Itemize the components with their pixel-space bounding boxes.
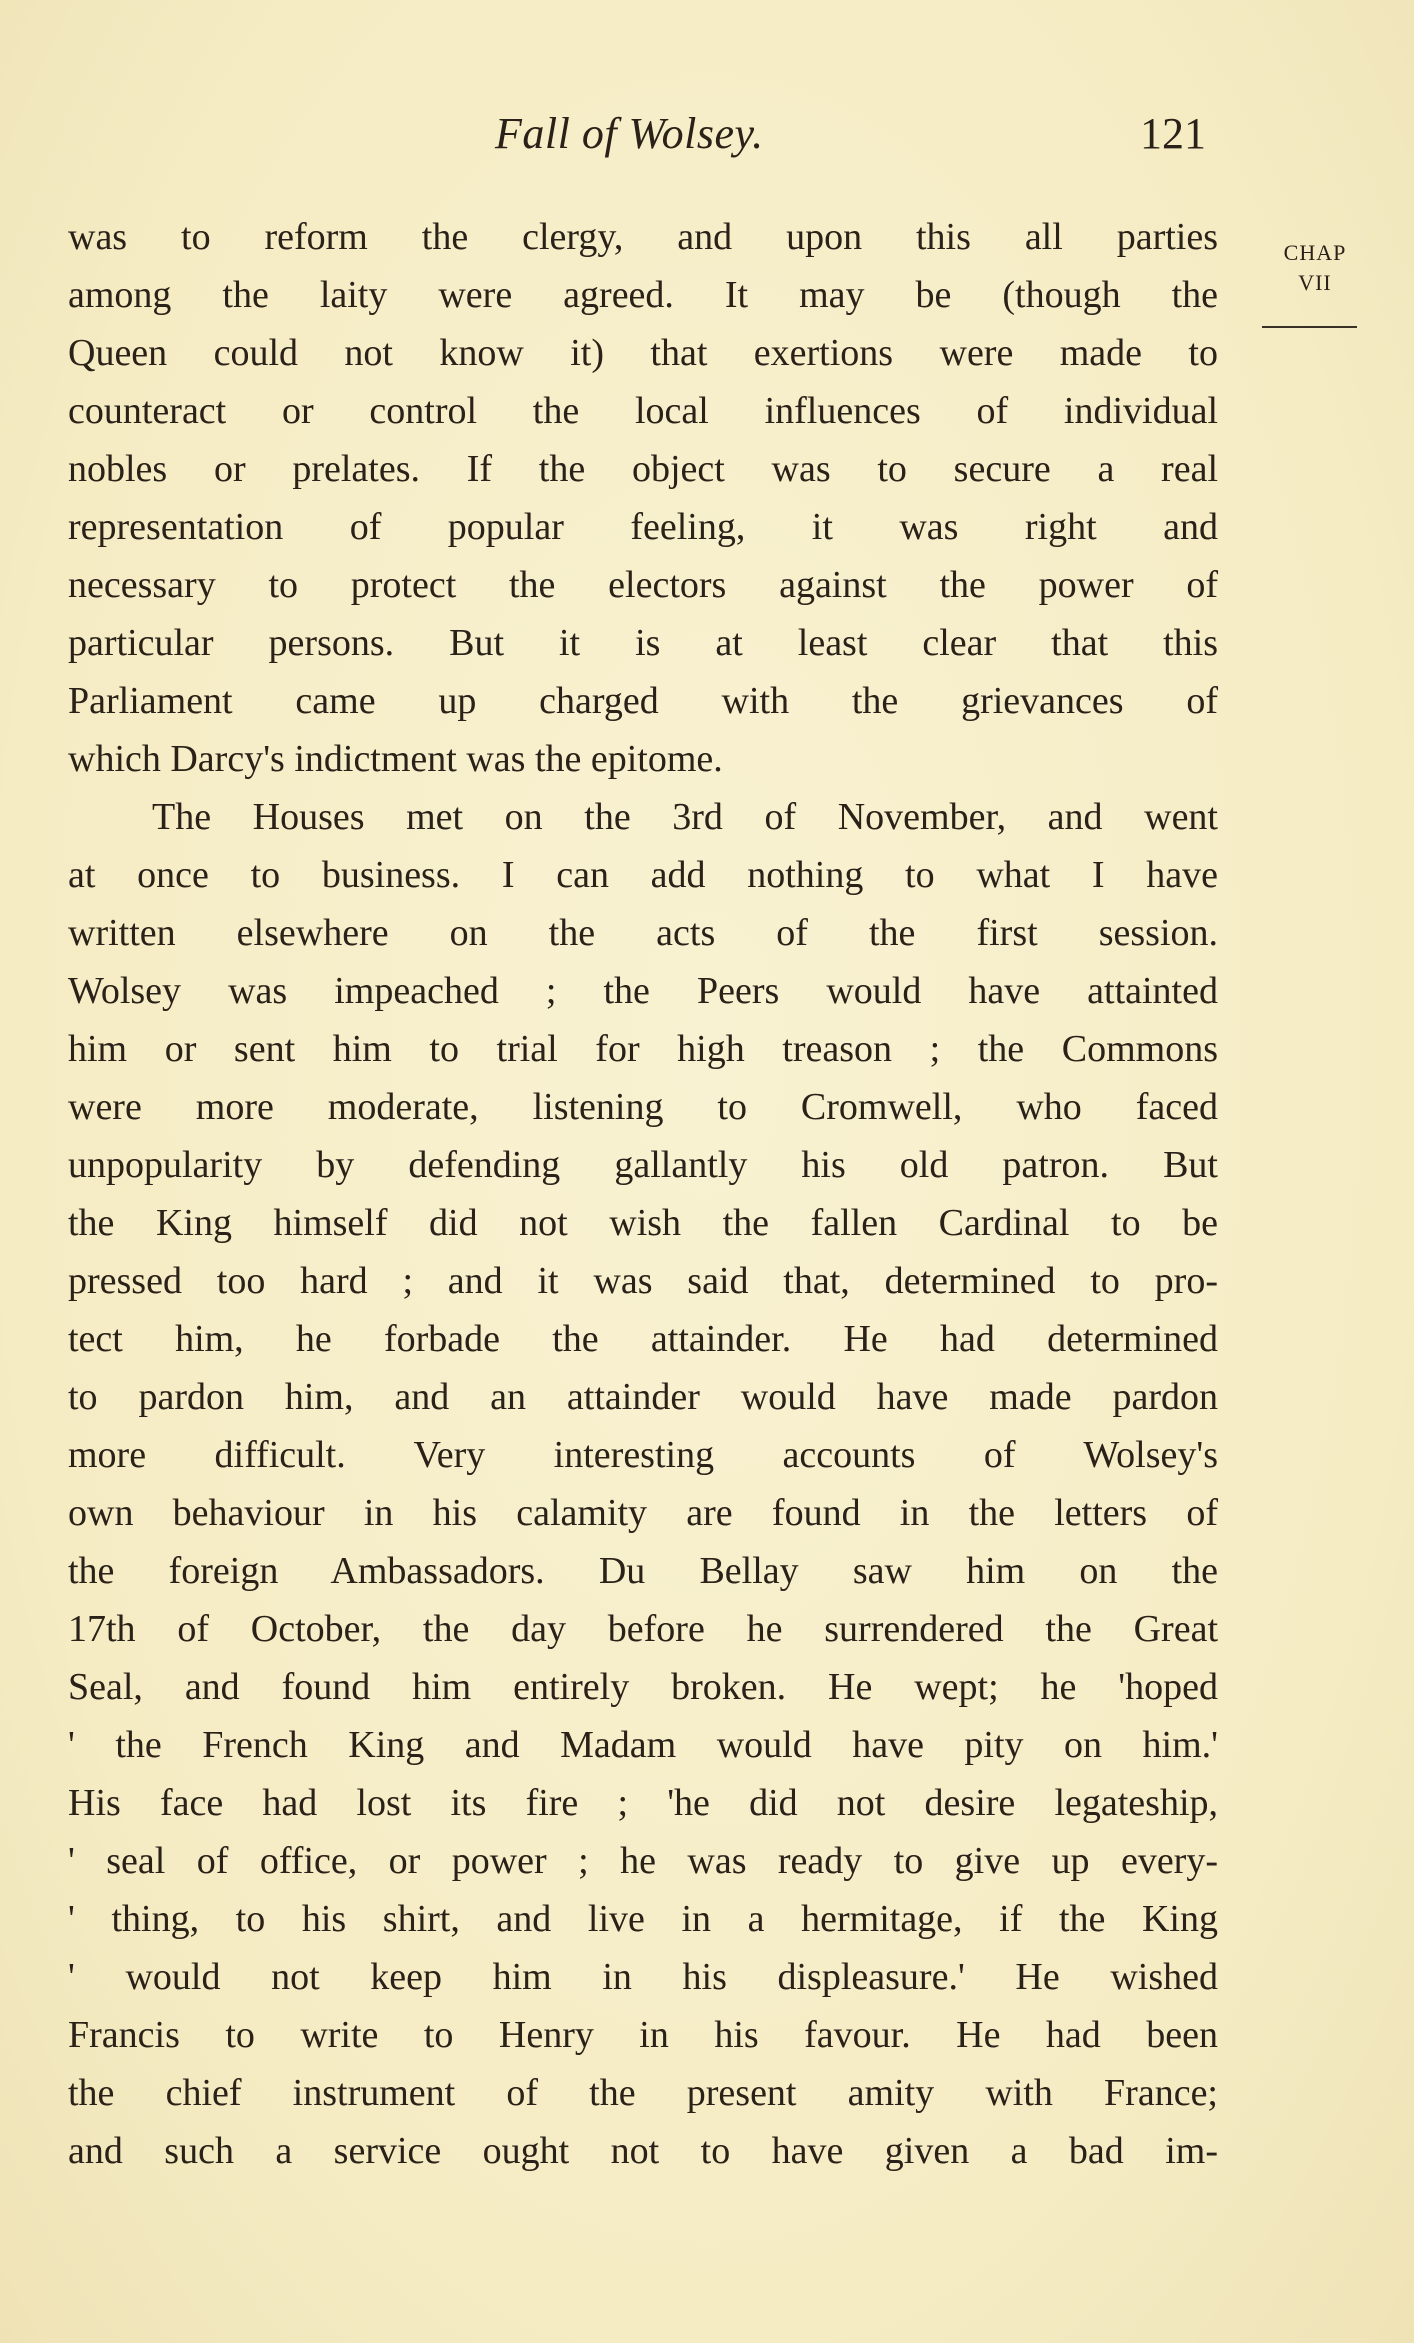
text-line: nobles or prelates. If the object was to secure a real [68,448,1218,490]
running-title: Fall of Wolsey. [495,109,764,158]
running-head [70,108,1220,168]
text-line: ' would not keep him in his displeasure.' He wished [68,1956,1218,1998]
text-line: were more moderate, listening to Cromwell, who faced [68,1086,1218,1128]
text-line: the King himself did not wish the fallen Cardinal to be [68,1202,1218,1244]
text-line: was to reform the clergy, and upon this all parties [68,216,1218,258]
chapter-label: CHAP [1283,240,1347,265]
text-line: the foreign Ambassadors. Du Bellay saw him on the [68,1550,1218,1592]
text-line: ' seal of office, or power ; he was ready to give up every- [68,1840,1218,1882]
text-line: the chief instrument of the present amity with France; [68,2072,1218,2114]
text-line: counteract or control the local influences of individual [68,390,1218,432]
text-line: at once to business. I can add nothing to what I have [68,854,1218,896]
text-line: particular persons. But it is at least clear that this [68,622,1218,664]
text-line: Seal, and found him entirely broken. He wept; he 'hoped [68,1666,1218,1708]
text-line: which Darcy's indictment was the epitome. [68,738,723,780]
page-number: 121 [1140,109,1206,158]
text-line: unpopularity by defending gallantly his old patron. But [68,1144,1218,1186]
text-line: to pardon him, and an attainder would have made pardon [68,1376,1218,1418]
text-line: ' thing, to his shirt, and live in a hermitage, if the King [68,1898,1218,1940]
text-line: His face had lost its fire ; 'he did not desire legateship, [68,1782,1218,1824]
text-line: pressed too hard ; and it was said that, determined to pro- [68,1260,1218,1302]
text-line: among the laity were agreed. It may be (though the [68,274,1218,316]
text-line: representation of popular feeling, it was right and [68,506,1218,548]
text-line: and such a service ought not to have given a bad im- [68,2130,1218,2172]
chapter-margin-note [1265,238,1365,298]
text-line: The Houses met on the 3rd of November, and went [152,796,1218,838]
text-line: 17th of October, the day before he surrendered the Great [68,1608,1218,1650]
text-line: more difficult. Very interesting accounts of Wolsey's [68,1434,1218,1476]
text-line: written elsewhere on the acts of the first session. [68,912,1218,954]
text-line: necessary to protect the electors against the power of [68,564,1218,606]
text-line: tect him, he forbade the attainder. He had determined [68,1318,1218,1360]
body-text [68,208,1218,2180]
text-line: ' the French King and Madam would have pity on him.' [68,1724,1218,1766]
chapter-number: VII [1298,270,1332,295]
text-line: Parliament came up charged with the grievances of [68,680,1218,722]
text-line: him or sent him to trial for high treason ; the Commons [68,1028,1218,1070]
text-line: own behaviour in his calamity are found in the letters of [68,1492,1218,1534]
text-line: Francis to write to Henry in his favour. He had been [68,2014,1218,2056]
margin-rule [1262,326,1357,328]
text-line: Wolsey was impeached ; the Peers would have attainted [68,970,1218,1012]
text-line: Queen could not know it) that exertions were made to [68,332,1218,374]
